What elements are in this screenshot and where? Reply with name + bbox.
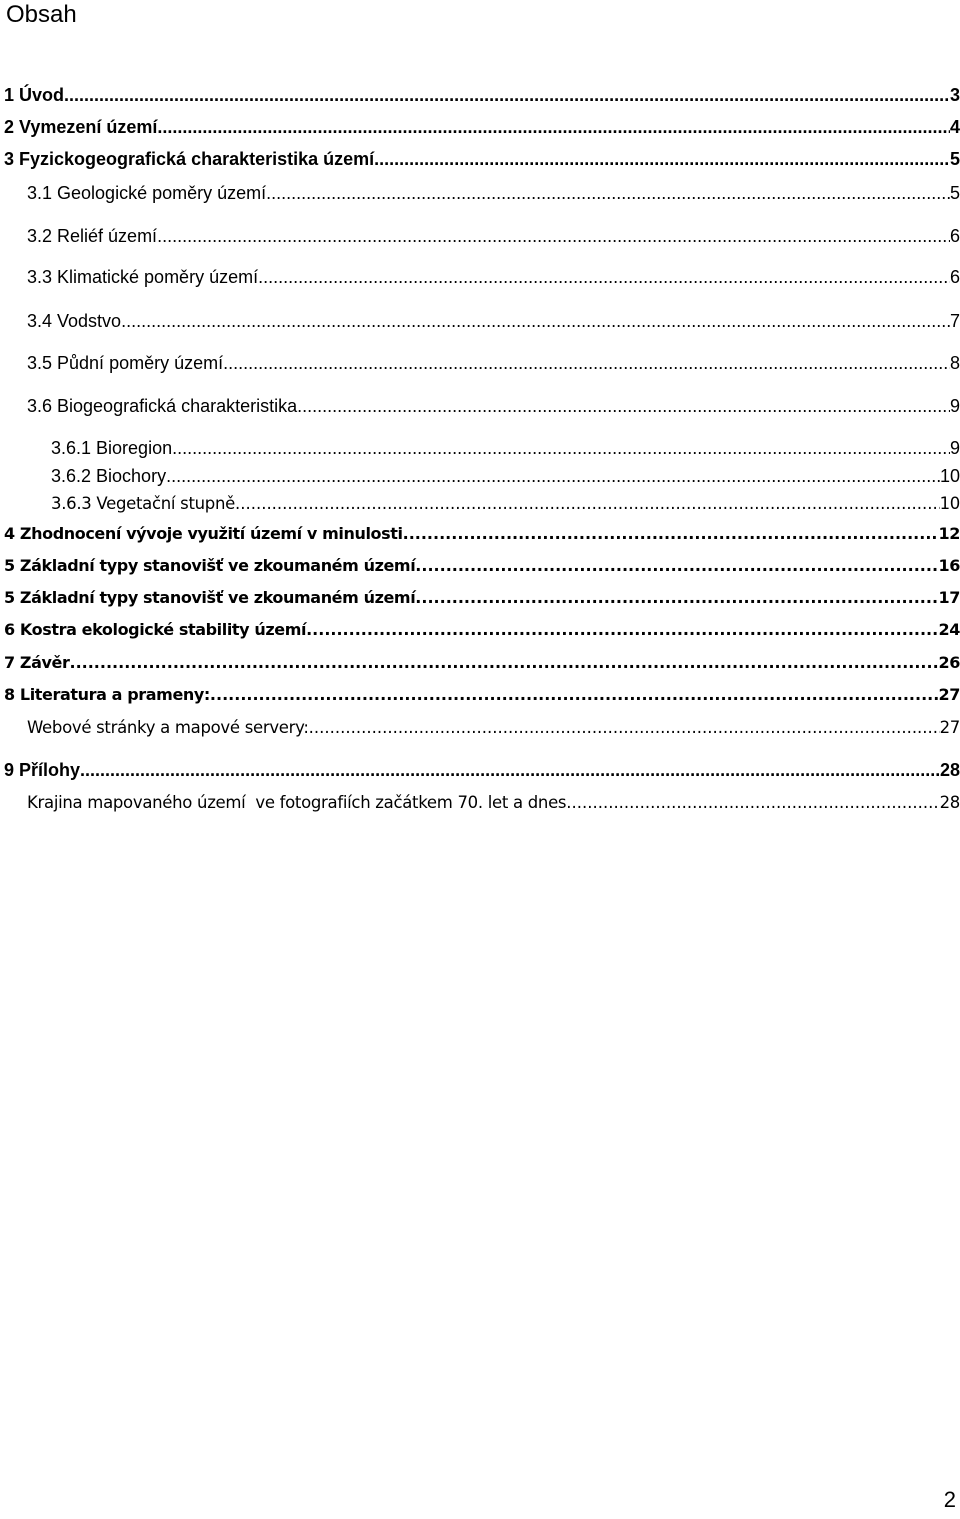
toc-entry-title: 2 Vymezení území — [4, 117, 158, 137]
toc-leader-dots — [172, 435, 950, 461]
page-number: 2 — [943, 1487, 956, 1512]
toc-leader-dots — [157, 114, 950, 140]
toc-entry-page: 8 — [949, 353, 960, 373]
toc-entry-zhodnoceni-vyvoje[interactable] — [4, 521, 960, 547]
toc-entry-page: 28 — [939, 760, 960, 780]
toc-entry-title: 6 Kostra ekologické stability území — [4, 620, 307, 639]
toc-entry-page: 4 — [949, 117, 960, 137]
toc-entry-title: 8 Literatura a prameny: — [4, 685, 210, 704]
toc-leader-dots — [266, 180, 950, 206]
toc-entry-title: 3.2 Reliéf území — [27, 226, 158, 246]
toc-entry-uvod[interactable] — [4, 82, 960, 108]
toc-entry-page: 6 — [949, 226, 960, 246]
toc-leader-dots — [309, 715, 940, 741]
toc-entry-biogeograficka[interactable] — [27, 393, 960, 419]
toc-entry-webove-stranky[interactable] — [27, 715, 960, 741]
toc-leader-dots — [415, 585, 938, 611]
toc-entry-title: 3.1 Geologické poměry území — [27, 183, 267, 203]
toc-entry-bioregion[interactable] — [51, 435, 960, 461]
toc-entry-page: 27 — [938, 685, 960, 704]
toc-entry-literatura[interactable] — [4, 682, 960, 708]
toc-entry-vegetacni-stupne[interactable] — [51, 491, 960, 517]
toc-entry-page: 28 — [939, 793, 960, 812]
toc-leader-dots — [566, 790, 939, 816]
toc-leader-dots — [210, 682, 939, 708]
toc-entry-title: Webové stránky a mapové servery: — [27, 718, 309, 737]
toc-entry-geologicke-pomery[interactable] — [27, 180, 960, 206]
toc-entry-title: 5 Základní typy stanovišť ve zkoumaném území — [4, 556, 416, 575]
toc-entry-krajina-mapovaneho-uzemi[interactable] — [27, 790, 960, 816]
toc-entry-page: 24 — [938, 620, 960, 639]
toc-entry-relief[interactable] — [27, 223, 960, 249]
toc-entry-page: 10 — [939, 466, 960, 486]
toc-entry-title: 3 Fyzickogeografická charakteristika území — [4, 149, 375, 169]
toc-entry-title: 7 Závěr — [4, 653, 70, 672]
toc-leader-dots — [415, 553, 938, 579]
toc-entry-biochory[interactable] — [51, 463, 960, 489]
toc-entry-page: 12 — [938, 524, 960, 543]
toc-entry-title: 4 Zhodnocení vývoje využití území v minulosti — [4, 524, 403, 543]
toc-leader-dots — [121, 308, 950, 334]
toc-leader-dots — [69, 650, 938, 676]
toc-entry-page: 10 — [939, 494, 960, 513]
toc-leader-dots — [297, 393, 950, 419]
toc-entry-page: 17 — [938, 588, 960, 607]
toc-entry-page: 7 — [949, 311, 960, 331]
toc-entry-fyzickogeograficka[interactable] — [4, 146, 960, 172]
toc-entry-title: Krajina mapovaného území ve fotografiích začátkem 70. let a dnes — [27, 793, 567, 812]
toc-entry-title: 3.6.2 Biochory — [51, 466, 167, 486]
toc-entry-title: 9 Přílohy — [4, 760, 81, 780]
toc-entry-title: 3.3 Klimatické poměry území — [27, 267, 259, 287]
toc-leader-dots — [80, 757, 940, 783]
toc-entry-title: 3.6 Biogeografická charakteristika — [27, 396, 298, 416]
toc-entry-page: 3 — [949, 85, 960, 105]
toc-entry-title: 3.6.3 Vegetační stupně — [51, 494, 235, 513]
toc-leader-dots — [374, 146, 950, 172]
toc-entry-title: 3.6.1 Bioregion — [51, 438, 173, 458]
page-title: Obsah — [6, 1, 77, 28]
toc-entry-title: 5 Základní typy stanovišť ve zkoumaném území — [4, 588, 416, 607]
toc-entry-pudni-pomery[interactable] — [27, 350, 960, 376]
toc-entry-vodstvo[interactable] — [27, 308, 960, 334]
toc-entry-zakladni-typy-1[interactable] — [4, 553, 960, 579]
toc-entry-zaver[interactable] — [4, 650, 960, 676]
toc-leader-dots — [235, 491, 940, 517]
toc-leader-dots — [64, 82, 950, 108]
toc-entry-prilohy[interactable] — [4, 757, 960, 783]
toc-entry-title: 3.4 Vodstvo — [27, 311, 122, 331]
toc-entry-page: 27 — [939, 718, 960, 737]
toc-entry-title: 3.5 Půdní poměry území — [27, 353, 224, 373]
toc-entry-title: 1 Úvod — [4, 85, 65, 105]
toc-entry-page: 16 — [938, 556, 960, 575]
toc-entry-page: 5 — [949, 149, 960, 169]
toc-leader-dots — [306, 617, 938, 643]
toc-leader-dots — [157, 223, 950, 249]
toc-entry-kostra-ekologicke-stability[interactable] — [4, 617, 960, 643]
toc-entry-page: 5 — [949, 183, 960, 203]
toc-entry-page: 9 — [949, 396, 960, 416]
toc-leader-dots — [258, 264, 950, 290]
toc-entry-page: 9 — [949, 438, 960, 458]
toc-entry-klimaticke-pomery[interactable] — [27, 264, 960, 290]
toc-entry-vymezeni-uzemi[interactable] — [4, 114, 960, 140]
toc-leader-dots — [166, 463, 940, 489]
toc-entry-page: 26 — [938, 653, 960, 672]
toc-entry-page: 6 — [949, 267, 960, 287]
toc-leader-dots — [403, 521, 939, 547]
toc-entry-zakladni-typy-2[interactable] — [4, 585, 960, 611]
toc-leader-dots — [223, 350, 950, 376]
